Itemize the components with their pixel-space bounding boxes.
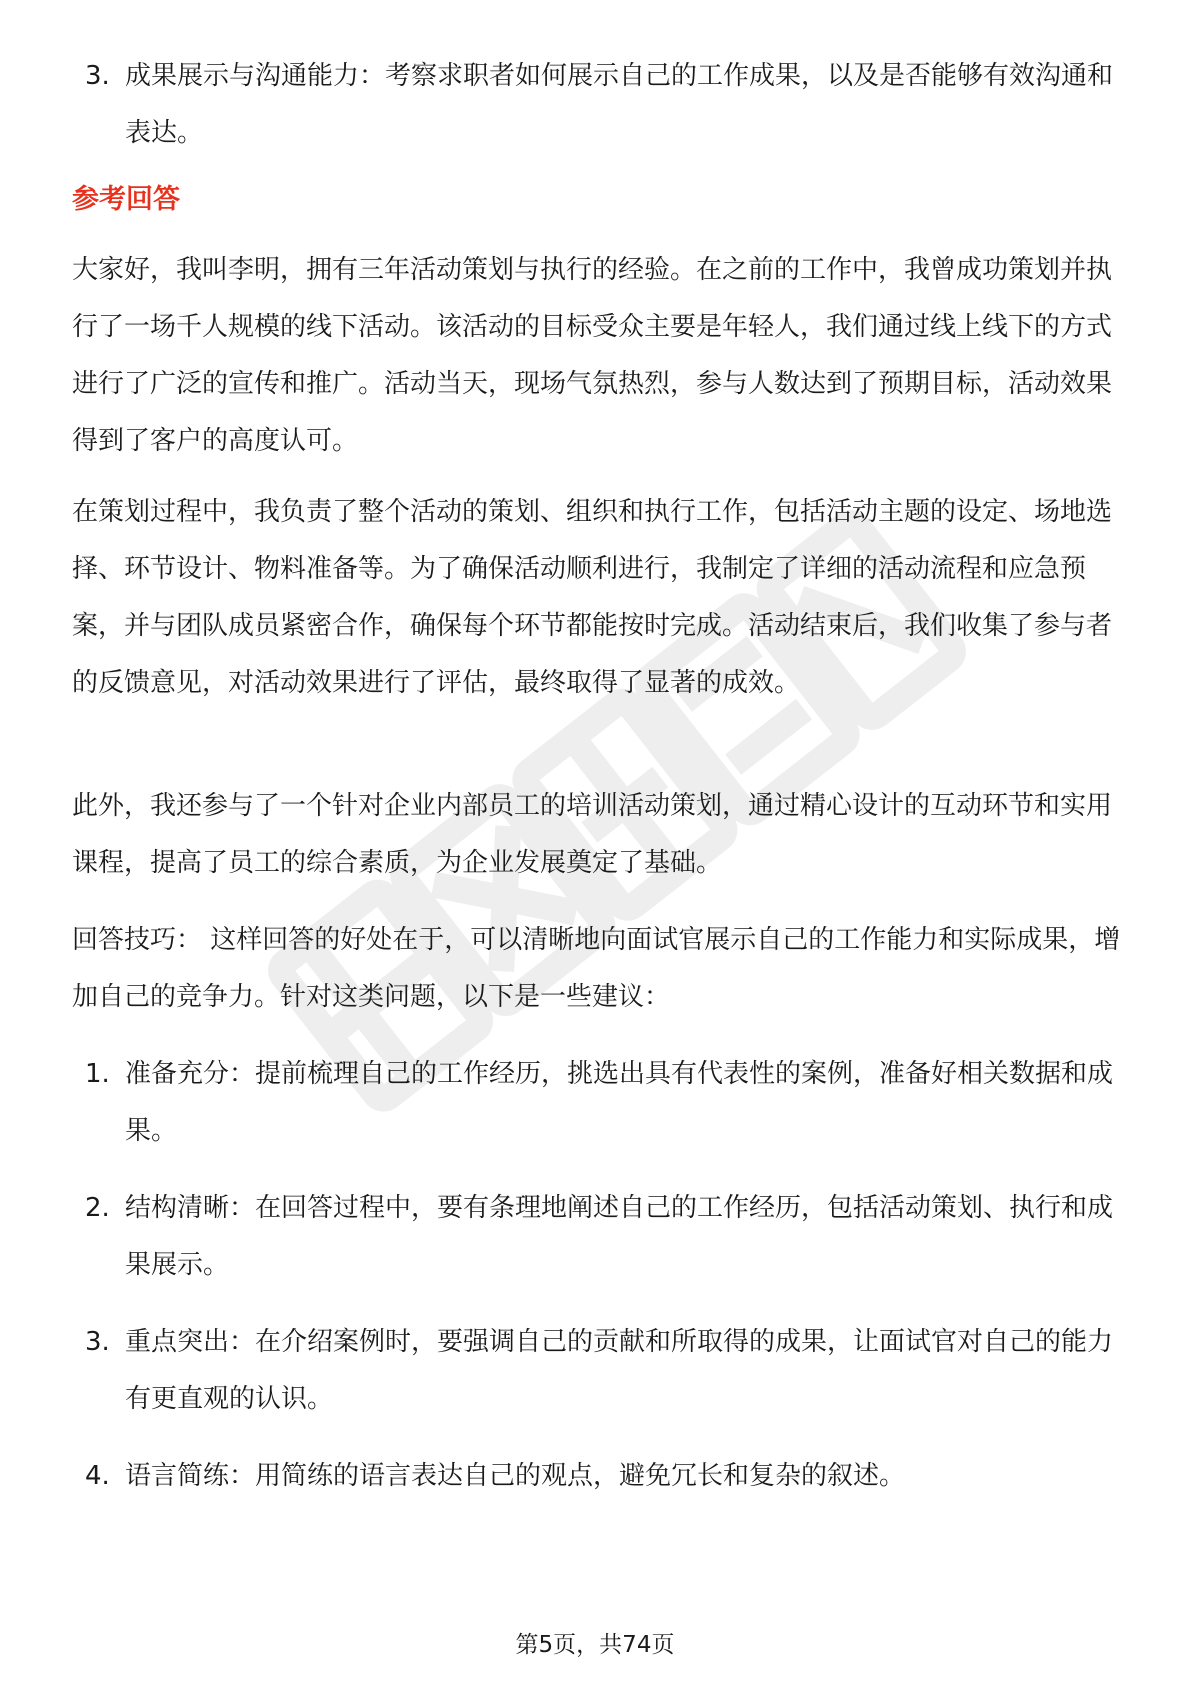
page-footer: 第5页，共74页: [515, 1632, 675, 1658]
tip-item-1: [85, 1046, 1125, 1160]
list-text: 成果展示与沟通能力：考察求职者如何展示自己的工作成果，以及是否能够有效沟通和表达。: [125, 61, 1114, 148]
tip-item-3: [85, 1314, 1125, 1428]
answer-tips-intro: 回答技巧： 这样回答的好处在于，可以清晰地向面试官展示自己的工作能力和实际成果，增加自己的竞争力。针对这类问题，以下是一些建议：: [72, 925, 1121, 1012]
answer-paragraph-1: 大家好，我叫李明，拥有三年活动策划与执行的经验。在之前的工作中，我曾成功策划并执行了一场千人规模的线下活动。该活动的目标受众主要是年轻人，我们通过线上线下的方式进行了广泛的宣传和推广。活动当天，现场气氛热烈，参与人数达到了预期目标，活动效果得到了客户的高度认可。: [72, 255, 1113, 456]
list-number: 1.: [85, 1059, 110, 1089]
tip-item-4: [85, 1448, 1125, 1505]
list-text: 准备充分：提前梳理自己的工作经历，挑选出具有代表性的案例，准备好相关数据和成果。: [125, 1059, 1114, 1146]
list-number: 4.: [85, 1461, 110, 1491]
list-number: 2.: [85, 1193, 110, 1223]
list-number: 3.: [85, 61, 110, 91]
tip-item-2: [85, 1180, 1125, 1294]
answer-paragraph-3: 此外，我还参与了一个针对企业内部员工的培训活动策划，通过精心设计的互动环节和实用课程，提高了员工的综合素质，为企业发展奠定了基础。: [72, 791, 1113, 878]
list-text: 语言简练：用简练的语言表达自己的观点，避免冗长和复杂的叙述。: [125, 1461, 906, 1491]
list-number: 3.: [85, 1327, 110, 1357]
list-text: 结构清晰：在回答过程中，要有条理地阐述自己的工作经历，包括活动策划、执行和成果展示。: [125, 1193, 1114, 1280]
answer-paragraph-2: 在策划过程中，我负责了整个活动的策划、组织和执行工作，包括活动主题的设定、场地选择、环节设计、物料准备等。为了确保活动顺利进行，我制定了详细的活动流程和应急预案，并与团队成员紧密合作，确保每个环节都能按时完成。活动结束后，我们收集了参与者的反馈意见，对活动效果进行了评估，最终取得了显著的成效。: [72, 497, 1113, 698]
evaluation-point-3: [85, 48, 1125, 162]
reference-answer-heading: 参考回答: [72, 184, 180, 215]
list-text: 重点突出：在介绍案例时，要强调自己的贡献和所取得的成果，让面试官对自己的能力有更直观的认识。: [125, 1327, 1114, 1414]
